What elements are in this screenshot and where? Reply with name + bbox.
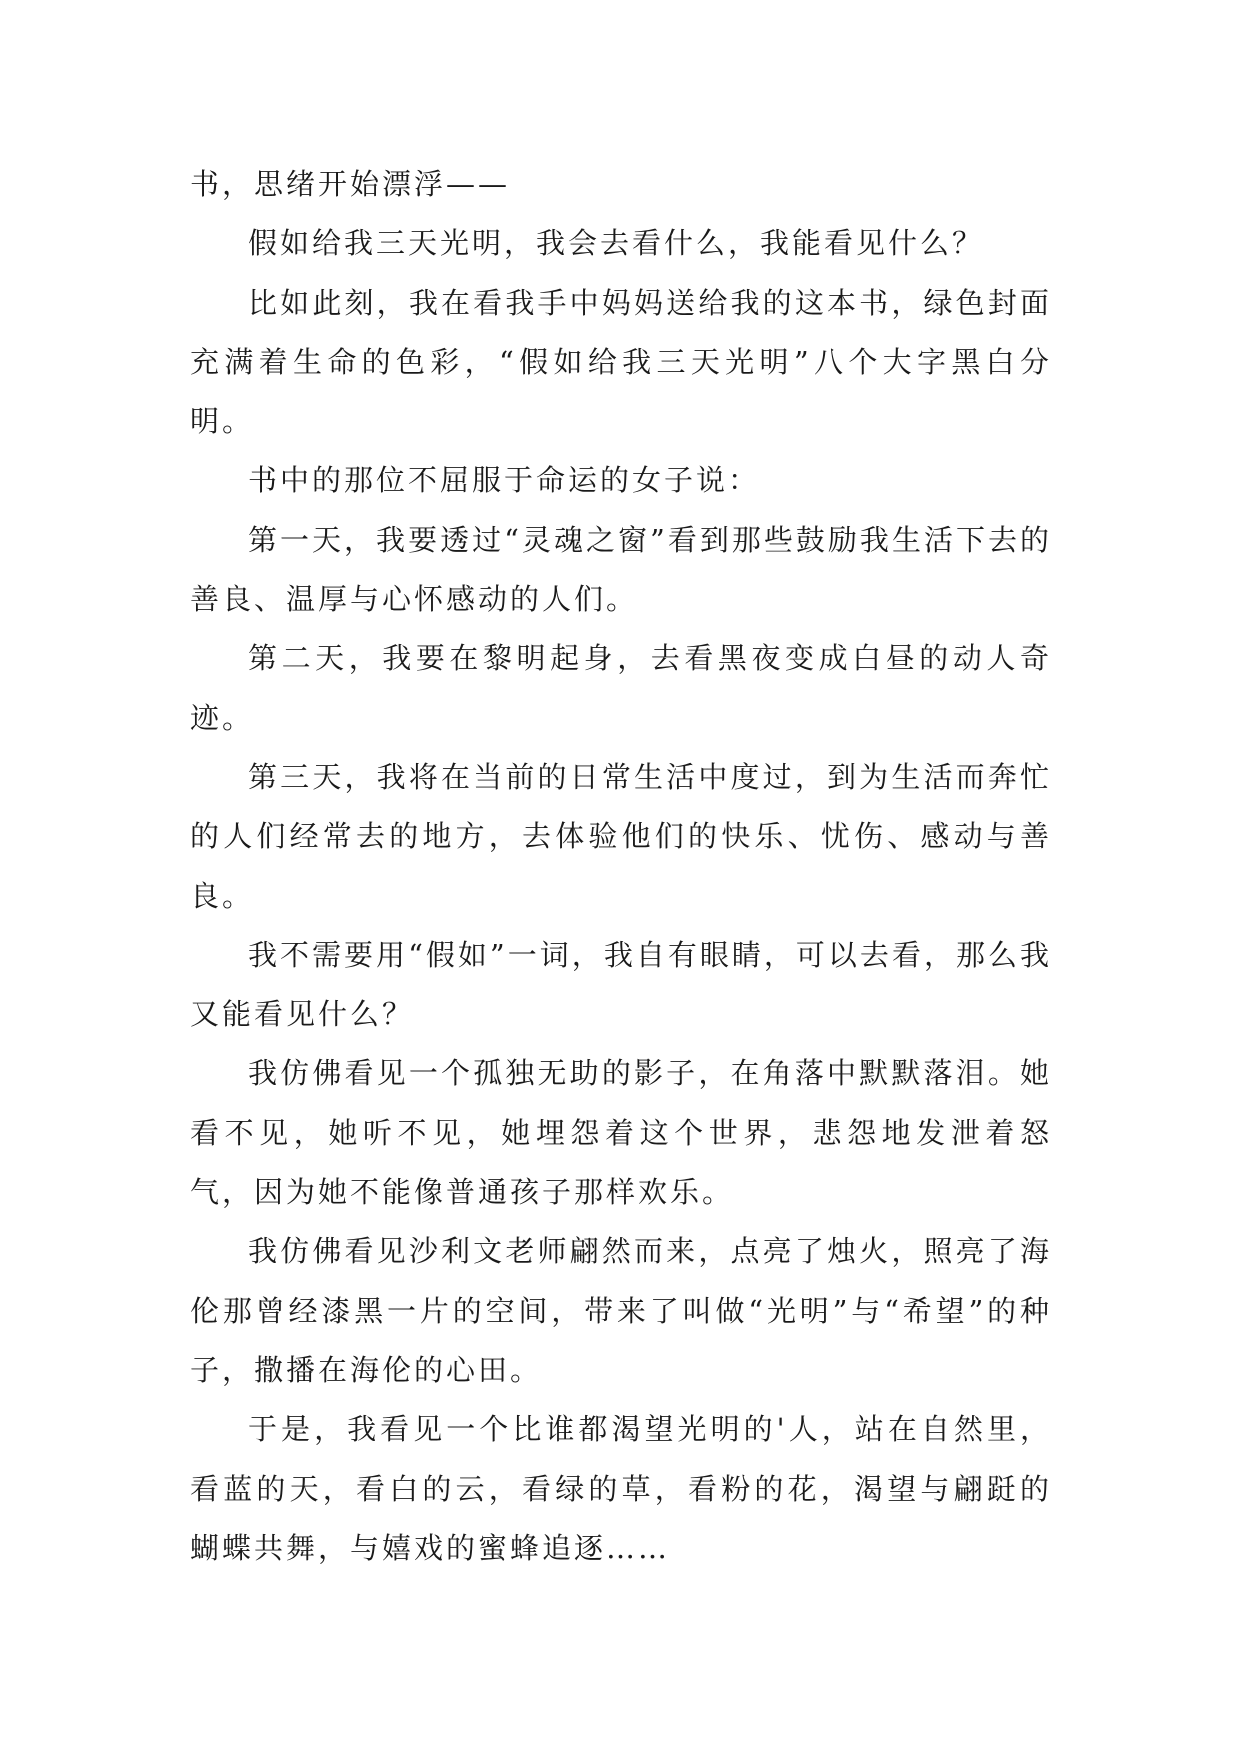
paragraph-6: 第二天，我要在黎明起身，去看黑夜变成白昼的动人奇迹。 bbox=[190, 641, 1052, 735]
paragraph-3: 比如此刻，我在看我手中妈妈送给我的这本书，绿色封面充满着生命的色彩，“假如给我三天光明”八个大字黑白分明。 bbox=[190, 285, 1052, 439]
paragraph-11: 于是，我看见一个比谁都渴望光明的'人，站在自然里，看蓝的天，看白的云，看绿的草，看粉的花，渴望与翩跹的蝴蝶共舞，与嬉戏的蜜蜂追逐…… bbox=[190, 1412, 1052, 1565]
paragraph-10: 我仿佛看见沙利文老师翩然而来，点亮了烛火，照亮了海伦那曾经漆黑一片的空间，带来了叫做“光明”与“希望”的种子，撒播在海伦的心田。 bbox=[190, 1234, 1052, 1387]
paragraph-7: 第三天，我将在当前的日常生活中度过，到为生活而奔忙的人们经常去的地方，去体验他们的快乐、忧伤、感动与善良。 bbox=[190, 759, 1052, 913]
paragraph-8: 我不需要用“假如”一词，我自有眼睛，可以去看，那么我又能看见什么？ bbox=[190, 937, 1052, 1032]
paragraph-2: 假如给我三天光明，我会去看什么，我能看见什么？ bbox=[248, 226, 985, 261]
document-body bbox=[190, 155, 1052, 1578]
paragraph-1: 书，思绪开始漂浮—— bbox=[190, 167, 511, 201]
paragraph-4: 书中的那位不屈服于命运的女子说： bbox=[248, 463, 761, 498]
paragraph-9: 我仿佛看见一个孤独无助的影子，在角落中默默落泪。她看不见，她听不见，她埋怨着这个世界，悲怨地发泄着怒气，因为她不能像普通孩子那样欢乐。 bbox=[190, 1056, 1052, 1210]
paragraph-5: 第一天，我要透过“灵魂之窗”看到那些鼓励我生活下去的善良、温厚与心怀感动的人们。 bbox=[190, 522, 1052, 617]
